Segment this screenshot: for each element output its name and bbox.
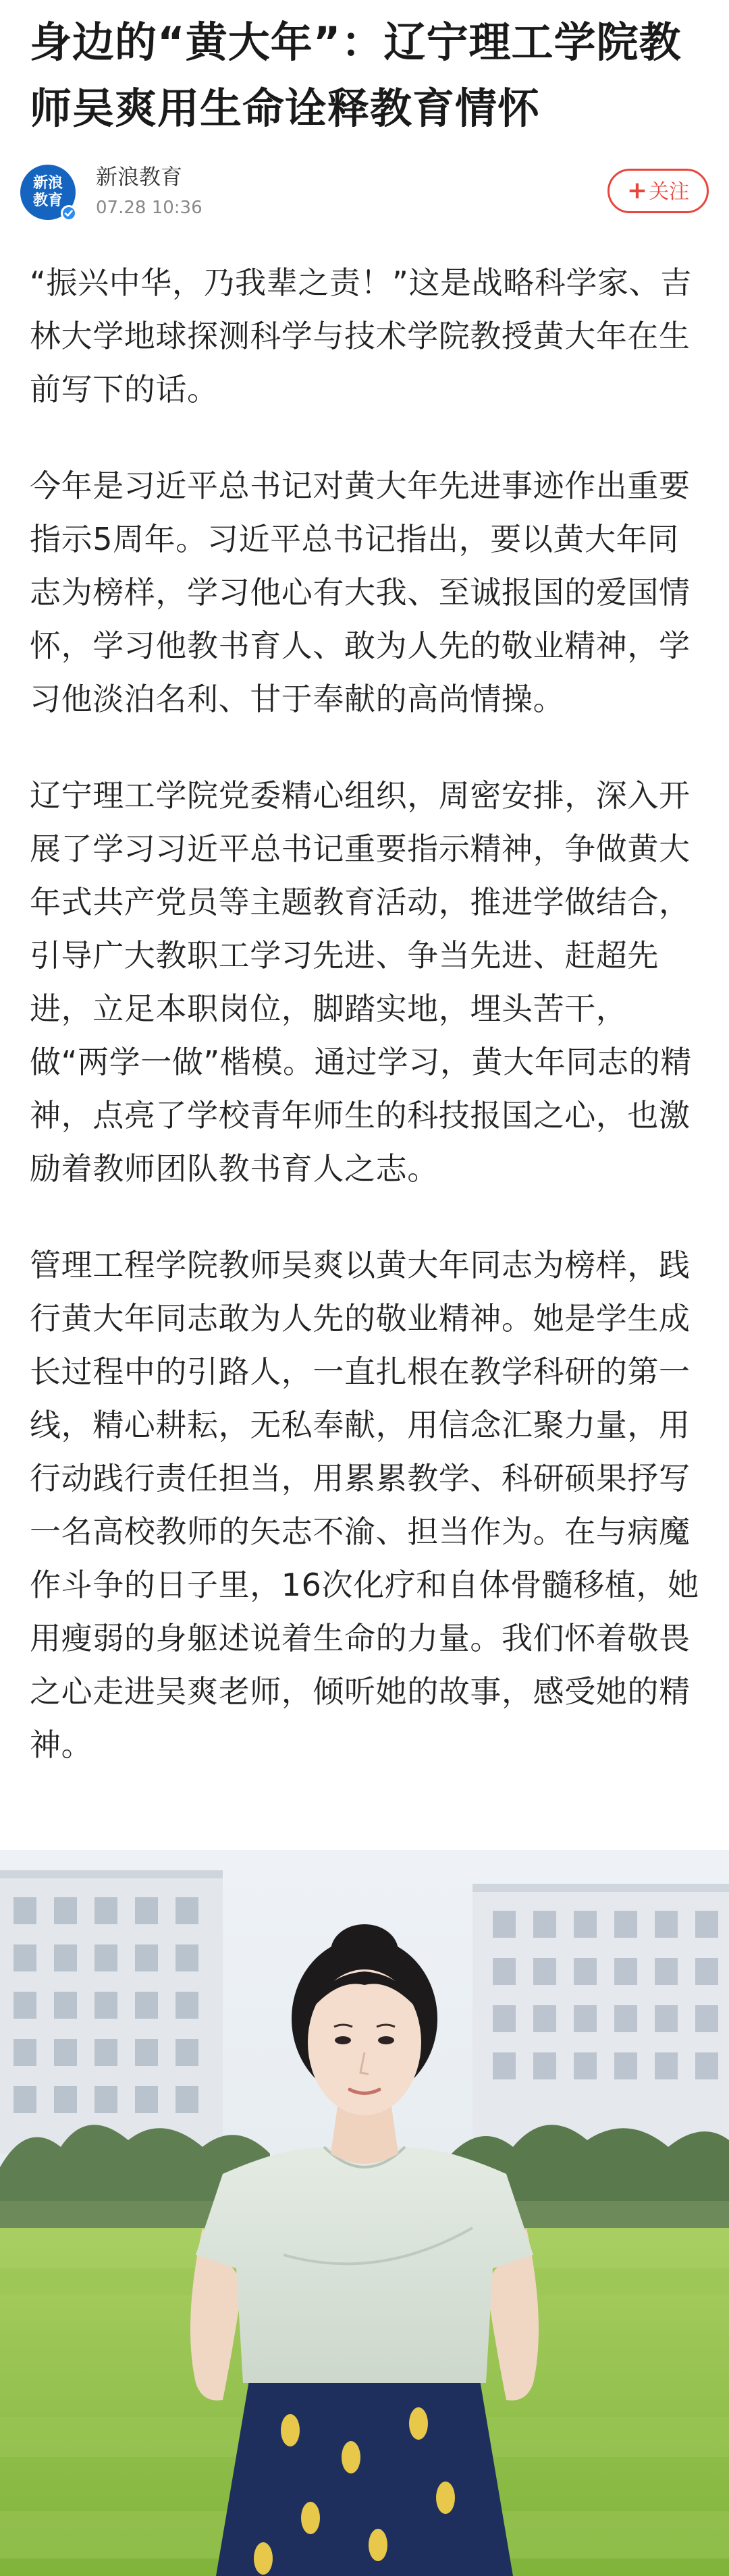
source-byline (20, 159, 709, 227)
article-paragraph: 今年是习近平总书记对黄大年先进事迹作出重要指示5周年。习近平总书记指出，要以黄大年同志为榜样，学习他心有大我、至诚报国的爱国情怀，学习他教书育人、敢为人先的敬业精神，学习他淡泊名利、甘于奉献的高尚情操。 (30, 468, 691, 717)
article-body (30, 256, 705, 1815)
plus-icon: + (626, 177, 648, 204)
teacher-portrait-image (0, 1850, 729, 2576)
avatar-text: 新浪教育 (32, 175, 63, 209)
article-paragraph: “振兴中华，乃我辈之责！”这是战略科学家、吉林大学地球探测科学与技术学院教授黄大年在生前写下的话。 (30, 264, 692, 408)
article-title: 身边的“黄大年”：辽宁理工学院教师吴爽用生命诠释教育情怀 (30, 18, 682, 133)
publish-timestamp: 07.28 10:36 (96, 198, 202, 218)
verified-check-icon (61, 205, 77, 221)
article-paragraph: 辽宁理工学院党委精心组织，周密安排，深入开展了学习习近平总书记重要指示精神，争做黄大年式共产党员等主题教育活动，推进学做结合，引导广大教职工学习先进、争当先进、赶超先进，立足本职岗位，脚踏实地，埋头苦干，做“两学一做”楷模。通过学习，黄大年同志的精神，点亮了学校青年师生的科技报国之心，也激励着教师团队教书育人之志。 (30, 777, 692, 1187)
article-photo[interactable] (0, 1850, 729, 2576)
follow-button[interactable] (608, 169, 709, 213)
source-name[interactable]: 新浪教育 (96, 164, 183, 190)
follow-label: 关注 (649, 180, 690, 204)
article-paragraph: 管理工程学院教师吴爽以黄大年同志为榜样，践行黄大年同志敢为人先的敬业精神。她是学生成长过程中的引路人，一直扎根在教学科研的第一线，精心耕耘，无私奉献，用信念汇聚力量，用行动践行责任担当，用累累教学、科研硕果抒写一名高校教师的矢志不渝、担当作为。在与病魔作斗争的日子里，16次化疗和自体骨髓移植，她用瘦弱的身躯述说着生命的力量。我们怀着敬畏之心走进吴爽老师，倾听她的故事，感受她的精神。 (30, 1247, 699, 1763)
